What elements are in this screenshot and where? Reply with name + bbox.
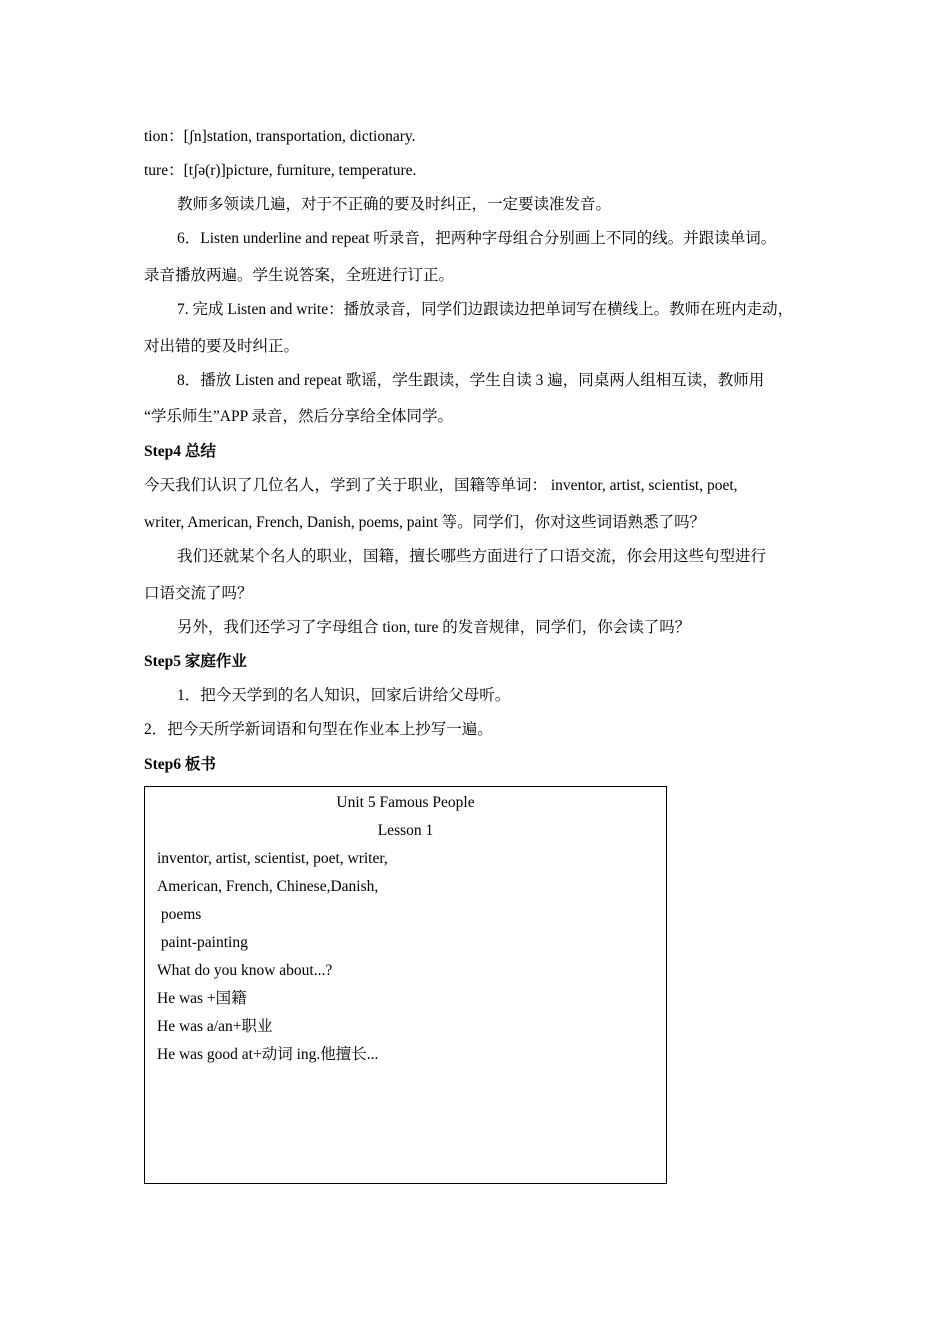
board-line: paint-painting: [157, 934, 248, 951]
text-line: 对出错的要及时纠正。: [144, 338, 300, 355]
section-heading: Step4 总结: [144, 443, 216, 460]
text-line: 录音播放两遍。学生说答案，全班进行订正。: [144, 267, 455, 284]
blackboard-box: [144, 786, 667, 1184]
text-line: 8．播放 Listen and repeat 歌谣，学生跟读，学生自读 3 遍，同桌两人组相互读，教师用: [177, 372, 765, 389]
board-line: What do you know about...?: [157, 962, 333, 979]
text-line: 1．把今天学到的名人知识，回家后讲给父母听。: [177, 687, 511, 704]
text-line: 教师多领读几遍，对于不正确的要及时纠正，一定要读准发音。: [177, 196, 612, 213]
text-line: 我们还就某个名人的职业，国籍，擅长哪些方面进行了口语交流，你会用这些句型进行: [177, 548, 767, 565]
board-lesson: Lesson 1: [377, 822, 434, 839]
section-heading: Step6 板书: [144, 756, 216, 773]
text-line: writer, American, French, Danish, poems, paint 等。同学们，你对这些词语熟悉了吗？: [144, 514, 706, 531]
text-line: 口语交流了吗？: [144, 585, 253, 602]
text-line: 今天我们认识了几位名人，学到了关于职业，国籍等单词： inventor, artist, scientist, poet,: [144, 477, 738, 494]
board-line: He was a/an+职业: [157, 1018, 273, 1035]
board-title: Unit 5 Famous People: [336, 794, 475, 811]
board-line: poems: [157, 906, 202, 923]
text-line: 另外，我们还学习了字母组合 tion, ture 的发音规律，同学们，你会读了吗？: [177, 619, 691, 636]
board-line: He was +国籍: [157, 990, 247, 1007]
text-line: “学乐师生”APP 录音，然后分享给全体同学。: [144, 408, 453, 425]
board-line: American, French, Chinese,Danish,: [157, 878, 379, 895]
board-line: He was good at+动词 ing.他擅长...: [157, 1046, 379, 1063]
board-line: inventor, artist, scientist, poet, writer,: [157, 850, 388, 867]
text-line: tion：[ʃn]station, transportation, dictionary.: [144, 128, 416, 145]
text-line: 7. 完成 Listen and write：播放录音，同学们边跟读边把单词写在横线上。教师在班内走动，: [177, 301, 794, 318]
text-line: 2．把今天所学新词语和句型在作业本上抄写一遍。: [144, 721, 493, 738]
section-heading: Step5 家庭作业: [144, 653, 247, 670]
text-line: ture：[tʃə(r)]picture, furniture, temperature.: [144, 162, 417, 179]
text-line: 6．Listen underline and repeat 听录音，把两种字母组合分别画上不同的线。并跟读单词。: [177, 230, 777, 247]
